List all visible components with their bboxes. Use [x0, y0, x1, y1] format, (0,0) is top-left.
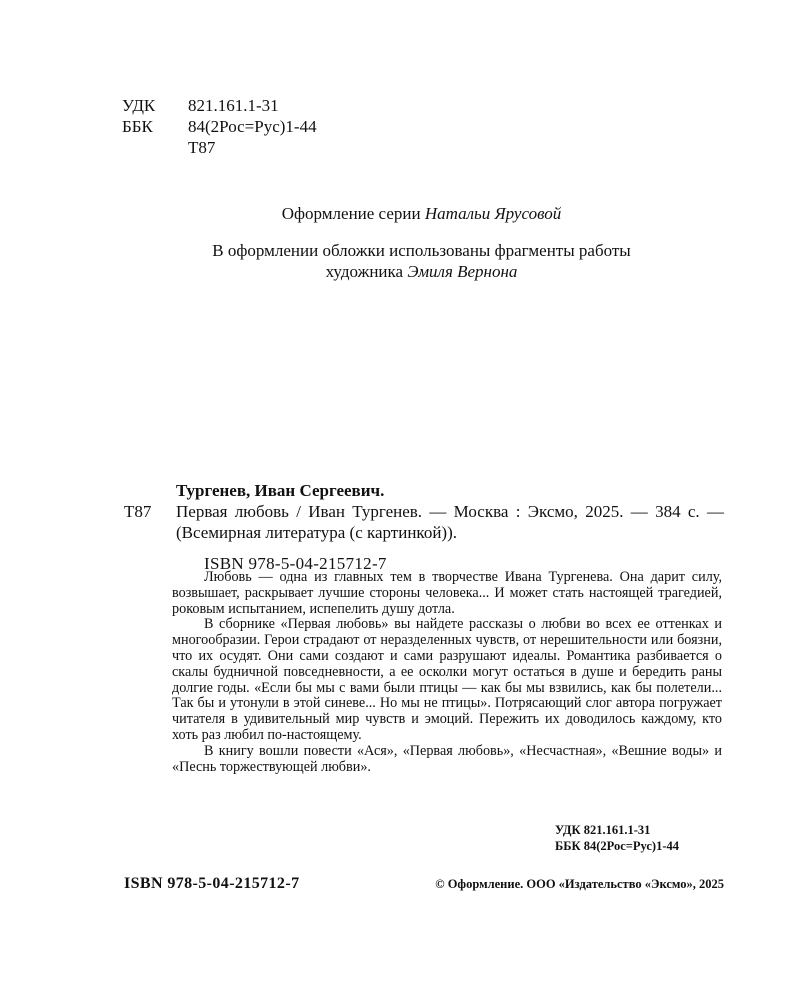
- bibliographic-description: Первая любовь / Иван Тургенев. — Москва : Эксмо, 2025. — 384 с. — (Всемирная литература (с картинкой)).: [176, 502, 724, 542]
- bbk-label: ББК: [122, 117, 153, 136]
- catalog-author-mark: Т87: [124, 502, 152, 521]
- annotation-paragraph: В книгу вошли повести «Ася», «Первая любовь», «Несчастная», «Вешние воды» и «Песнь торжествующей любви».: [172, 742, 722, 775]
- author-mark-row: [122, 137, 317, 158]
- series-designer: Натальи Ярусовой: [424, 204, 562, 223]
- annotation-paragraph: В сборнике «Первая любовь» вы найдете рассказы о любви во всех ее оттенках и многообразии. Герои страдают от неразделенных чувств, от нерешительности или боязни, что их осудят. Они сами создают и сами разрушают идеалы. Романтика разбивается о скалы будничной повседневности, а ее осколки могут остаться в душе и бередить раны долгие годы. «Если бы мы с вами были птицы — как бы мы взвились, как бы полетели... Так бы и утонули в этой синеве... Но мы не птицы». Потрясающий слог автора погружает читателя в удивительный мир чувств и эмоций. Пережить их доводилось каждому, кто хоть раз любил по-настоящему.: [172, 616, 722, 743]
- author-mark: Т87: [188, 138, 216, 157]
- small-classification-codes: [555, 822, 679, 854]
- copyright-notice: © Оформление. ООО «Издательство «Эксмо», 2025: [435, 877, 724, 891]
- small-bbk: ББК 84(2Рос=Рус)1-44: [555, 839, 679, 853]
- footer: [124, 875, 724, 893]
- bbk-row: [122, 116, 317, 137]
- cover-artist: Эмиля Вернона: [407, 262, 518, 281]
- classification-codes: [122, 95, 317, 158]
- udk-value: 821.161.1-31: [188, 96, 279, 115]
- bbk-value: 84(2Рос=Рус)1-44: [188, 117, 317, 136]
- cover-credit: [100, 240, 743, 282]
- cover-credit-line1: В оформлении обложки использованы фрагменты работы: [212, 241, 631, 260]
- cover-credit-line2: художника Эмиля Вернона: [325, 262, 518, 281]
- small-udk: УДК 821.161.1-31: [555, 823, 651, 837]
- annotation-paragraph: Любовь — одна из главных тем в творчестве Ивана Тургенева. Она дарит силу, возвышает, раскрывает лучшие стороны человека... И может стать настоящей трагедией, роковым испытанием, испепелить душу дотла.: [172, 569, 722, 617]
- catalog-isbn: ISBN 978-5-04-215712-7: [204, 554, 387, 573]
- udk-row: [122, 95, 317, 116]
- footer-isbn: ISBN 978-5-04-215712-7: [124, 875, 300, 892]
- description-row: [124, 501, 724, 543]
- series-design-credit: Оформление серии Натальи Ярусовой: [281, 204, 562, 223]
- author-heading: Тургенев, Иван Сергеевич.: [176, 481, 385, 500]
- catalog-record: [124, 480, 724, 574]
- annotation: [172, 570, 722, 775]
- udk-label: УДК: [122, 96, 156, 115]
